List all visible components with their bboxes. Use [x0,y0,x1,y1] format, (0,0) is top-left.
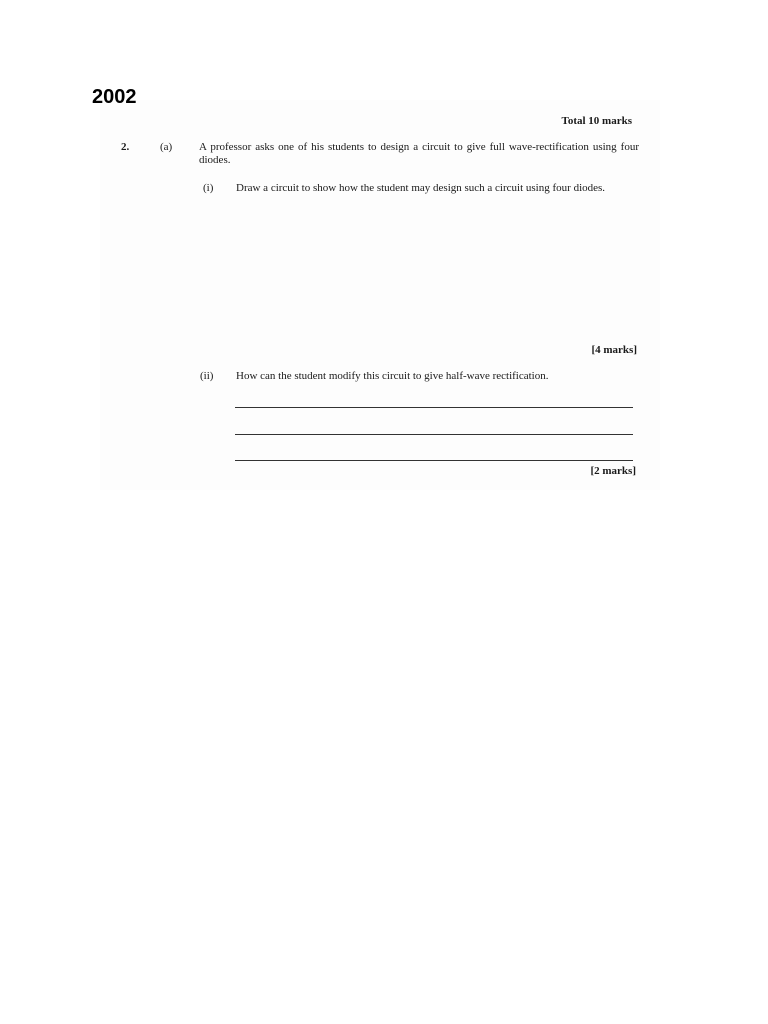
subquestion-ii-marks: [2 marks] [590,465,636,477]
exam-year-heading: 2002 [92,86,137,108]
answer-line [235,407,633,408]
subquestion-i-text: Draw a circuit to show how the student may design such a circuit using four diodes. [236,182,606,194]
answer-line [235,460,633,461]
subquestion-i-marks: [4 marks] [591,344,637,356]
total-marks: Total 10 marks [561,115,632,127]
question-part-label: (a) [160,141,173,153]
subquestion-ii-text: How can the student modify this circuit to give half-wave rectification. [236,370,549,382]
subquestion-i-label: (i) [203,182,214,194]
subquestion-ii-label: (ii) [200,370,214,382]
answer-line [235,434,633,435]
question-text: A professor asks one of his students to design a circuit to give full wave-rectification using four diodes. [199,141,639,166]
question-number: 2. [121,141,130,153]
